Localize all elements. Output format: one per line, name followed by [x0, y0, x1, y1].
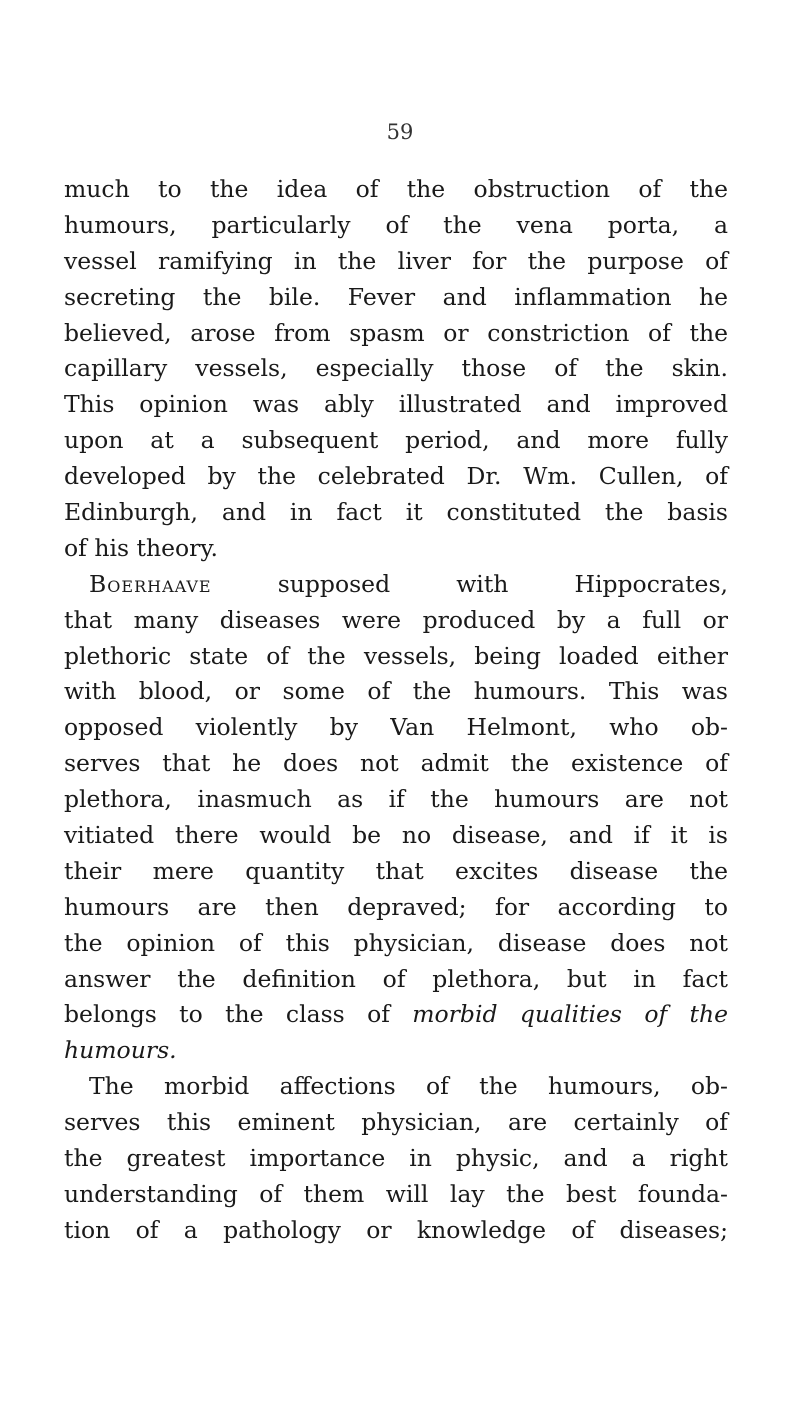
text-line: upon at a subsequent period, and more fully — [64, 426, 728, 455]
text-line: serves that he does not admit the existence of — [64, 749, 728, 778]
text-line: tion of a pathology or knowledge of diseases; — [64, 1215, 728, 1244]
text-line: serves this eminent physician, are certainly of — [64, 1108, 728, 1137]
paragraph-start-line: The morbid affections of the humours, ob- — [89, 1072, 728, 1101]
paragraph-end-line — [64, 1033, 728, 1069]
author-name-smallcaps: Boerhaave — [89, 569, 212, 598]
italic-phrase: humours. — [64, 1036, 177, 1065]
text-line: This opinion was ably illustrated and improved — [64, 390, 728, 419]
text-line: humours are then depraved; for according to — [64, 892, 728, 921]
text-line: vitiated there would be no disease, and if it is — [64, 821, 728, 850]
text-line: humours, particularly of the vena porta, a — [64, 210, 728, 239]
paragraph-start-line: Boerhaave supposed with Hippocrates, — [89, 569, 728, 598]
text-line: their mere quantity that excites disease the — [64, 856, 728, 885]
text-line: developed by the celebrated Dr. Wm. Cullen, of — [64, 462, 728, 491]
text-line: answer the definition of plethora, but in fact — [64, 964, 728, 993]
text-line: the greatest importance in physic, and a right — [64, 1144, 728, 1173]
text-line: understanding of them will lay the best founda- — [64, 1179, 728, 1208]
page-number: 59 — [386, 120, 414, 144]
text-line: vessel ramifying in the liver for the purpose of — [64, 246, 728, 275]
text-line: plethora, inasmuch as if the humours are not — [64, 785, 728, 814]
text-line: secreting the bile. Fever and inflammation he — [64, 282, 728, 311]
text-line: belongs to the class of morbid qualities of the — [64, 1000, 728, 1029]
text-line: believed, arose from spasm or constriction of the — [64, 318, 728, 347]
italic-phrase: morbid qualities of the — [412, 1000, 728, 1029]
text-line: capillary vessels, especially those of the skin. — [64, 354, 728, 383]
text-line: the opinion of this physician, disease does not — [64, 928, 728, 957]
page-body-text — [64, 172, 728, 1249]
text-line: Edinburgh, and in fact it constituted the basis — [64, 498, 728, 527]
text-line: that many diseases were produced by a full or — [64, 605, 728, 634]
paragraph-end-line: of his theory. — [64, 533, 218, 562]
text-line: much to the idea of the obstruction of the — [64, 175, 728, 203]
text-line: opposed violently by Van Helmont, who ob- — [64, 713, 728, 742]
text-line: plethoric state of the vessels, being loaded either — [64, 641, 728, 670]
text-line: with blood, or some of the humours. This was — [64, 677, 728, 706]
